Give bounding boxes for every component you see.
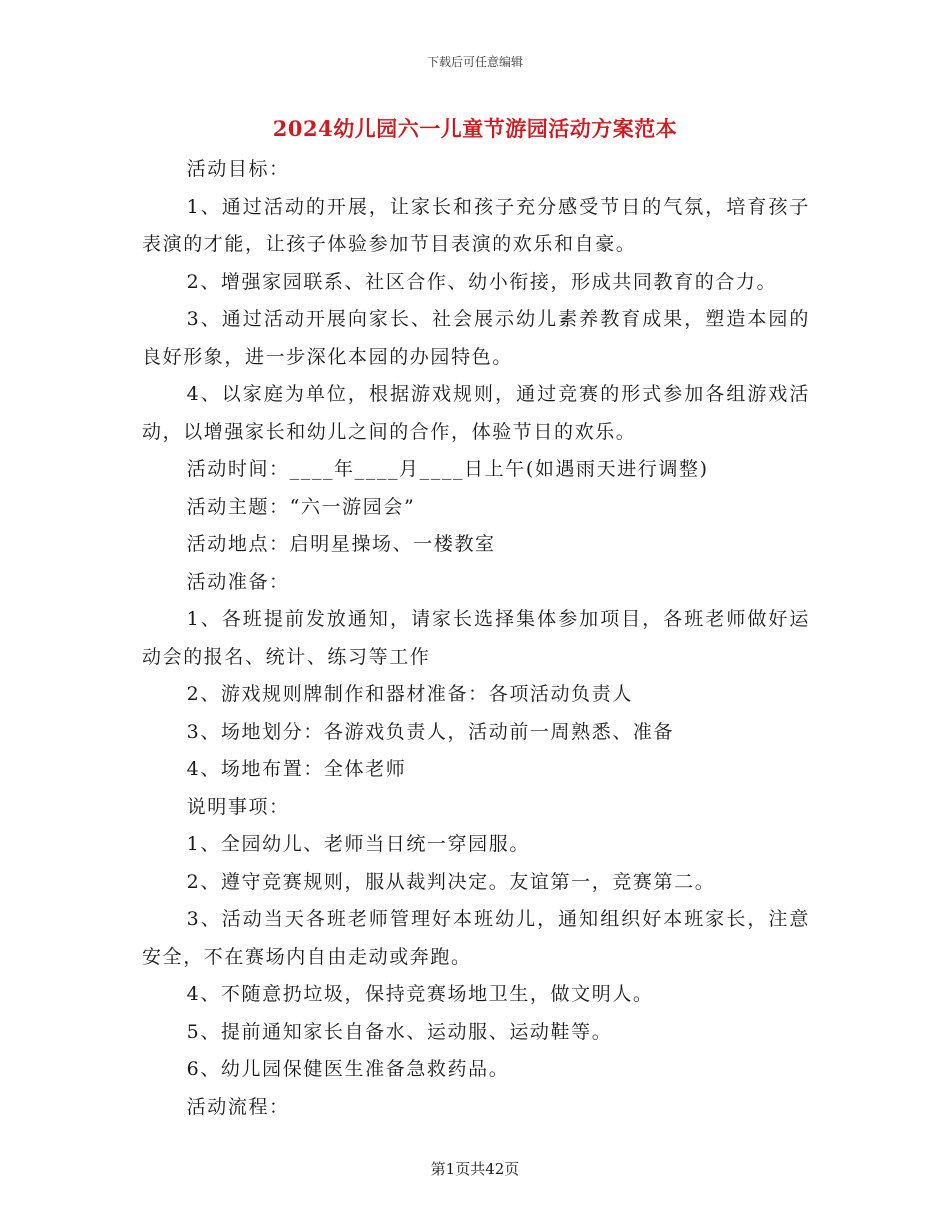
document-body <box>142 151 810 1126</box>
section-heading-preparation: 活动准备： <box>186 570 290 593</box>
paragraph: 1、各班提前发放通知，请家长选择集体参加项目，各班老师做好运动会的报名、统计、练习等工作 <box>142 608 810 668</box>
paragraph: 6、幼儿园保健医生准备急救药品。 <box>186 1058 510 1080</box>
paragraph: 4、以家庭为单位，根据游戏规则，通过竞赛的形式参加各组游戏活动，以增强家长和幼儿之间的合作，体验节日的欢乐。 <box>142 383 810 443</box>
paragraph: 3、场地划分：各游戏负责人，活动前一周熟悉、准备 <box>186 720 675 743</box>
paragraph: 2、遵守竞赛规则，服从裁判决定。友谊第一，竞赛第二。 <box>186 870 716 893</box>
paragraph: 4、不随意扔垃圾，保持竞赛场地卫生，做文明人。 <box>186 983 654 1005</box>
paragraph: 2、增强家园联系、社区合作、幼小衔接，形成共同教育的合力。 <box>186 270 778 293</box>
section-heading-goals: 活动目标： <box>186 158 290 180</box>
paragraph: 4、场地布置：全体老师 <box>186 758 407 780</box>
section-heading-notes: 说明事项： <box>186 795 290 818</box>
document-title: 2024幼儿园六一儿童节游园活动方案范本 <box>272 116 678 141</box>
section-heading-process: 活动流程： <box>186 1095 290 1118</box>
paragraph: 1、全园幼儿、老师当日统一穿园服。 <box>186 833 530 855</box>
page-number: 第1页共42页 <box>430 1160 520 1178</box>
paragraph: 2、游戏规则牌制作和器材准备：各项活动负责人 <box>186 683 633 705</box>
paragraph: 3、活动当天各班老师管理好本班幼儿，通知组织好本班家长，注意安全，不在赛场内自由走动或奔跑。 <box>142 908 810 968</box>
header-note: 下载后可任意编辑 <box>426 55 523 69</box>
activity-time: 活动时间：____年____月____日上午(如遇雨天进行调整) <box>186 458 709 480</box>
activity-location: 活动地点：启明星操场、一楼教室 <box>186 533 496 555</box>
activity-theme: 活动主题：“六一游园会” <box>186 495 416 518</box>
paragraph: 5、提前通知家长自备水、运动服、运动鞋等。 <box>186 1020 613 1043</box>
paragraph: 3、通过活动开展向家长、社会展示幼儿素养教育成果，塑造本园的良好形象，进一步深化本园的办园特色。 <box>142 308 810 368</box>
paragraph: 1、通过活动的开展，让家长和孩子充分感受节日的气氛，培育孩子表演的才能，让孩子体验参加节目表演的欢乐和自豪。 <box>142 195 810 255</box>
